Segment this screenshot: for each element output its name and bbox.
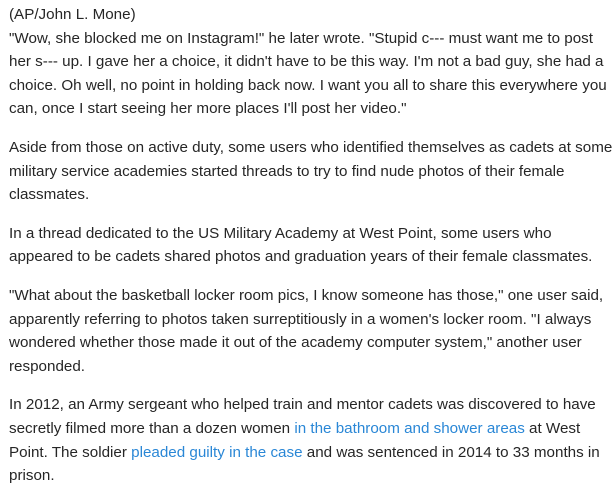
paragraph-5-text-1: In 2012, an Army sergeant who helped train and mentor cadets was discovered to have secretly filmed more than a dozen women [9,396,596,437]
link-bathroom-shower-areas[interactable]: in the bathroom and shower areas [294,419,525,437]
photo-credit: (AP/John L. Mone) [9,6,136,23]
article-paragraph-1: "Wow, she blocked me on Instagram!" he later wrote. "Stupid c--- must want me to post her s--- up. I gave her a choice, it didn't have to be this way. I'm not a bad guy, she had a choice. Oh well, no point in holding back now. I want you all to share this everywhere you can, once I start seeing her more places I'll post her video." [9,29,607,118]
article-paragraph-2: Aside from those on active duty, some users who identified themselves as cadets at some military service academies started threads to try to find nude photos of their female classmates. [9,138,613,204]
article-body [9,3,613,503]
paragraph-5-text-3: and was sentenced in 2014 to 33 months in prison. [9,443,600,485]
article-paragraph-3: In a thread dedicated to the US Military Academy at West Point, some users who appeared to be cadets shared photos and graduation years of their female classmates. [9,224,593,266]
paragraph-5-text-2: at West Point. The soldier [9,419,581,461]
link-pleaded-guilty[interactable]: pleaded guilty in the case [131,443,303,461]
article-paragraph-5 [9,393,613,487]
article-paragraph-4: "What about the basketball locker room pics, I know someone has those," one user said, apparently referring to photos taken surreptitiously in a women's locker room. "I always wondered whether those made it out of the academy computer system," another user responded. [9,286,604,375]
